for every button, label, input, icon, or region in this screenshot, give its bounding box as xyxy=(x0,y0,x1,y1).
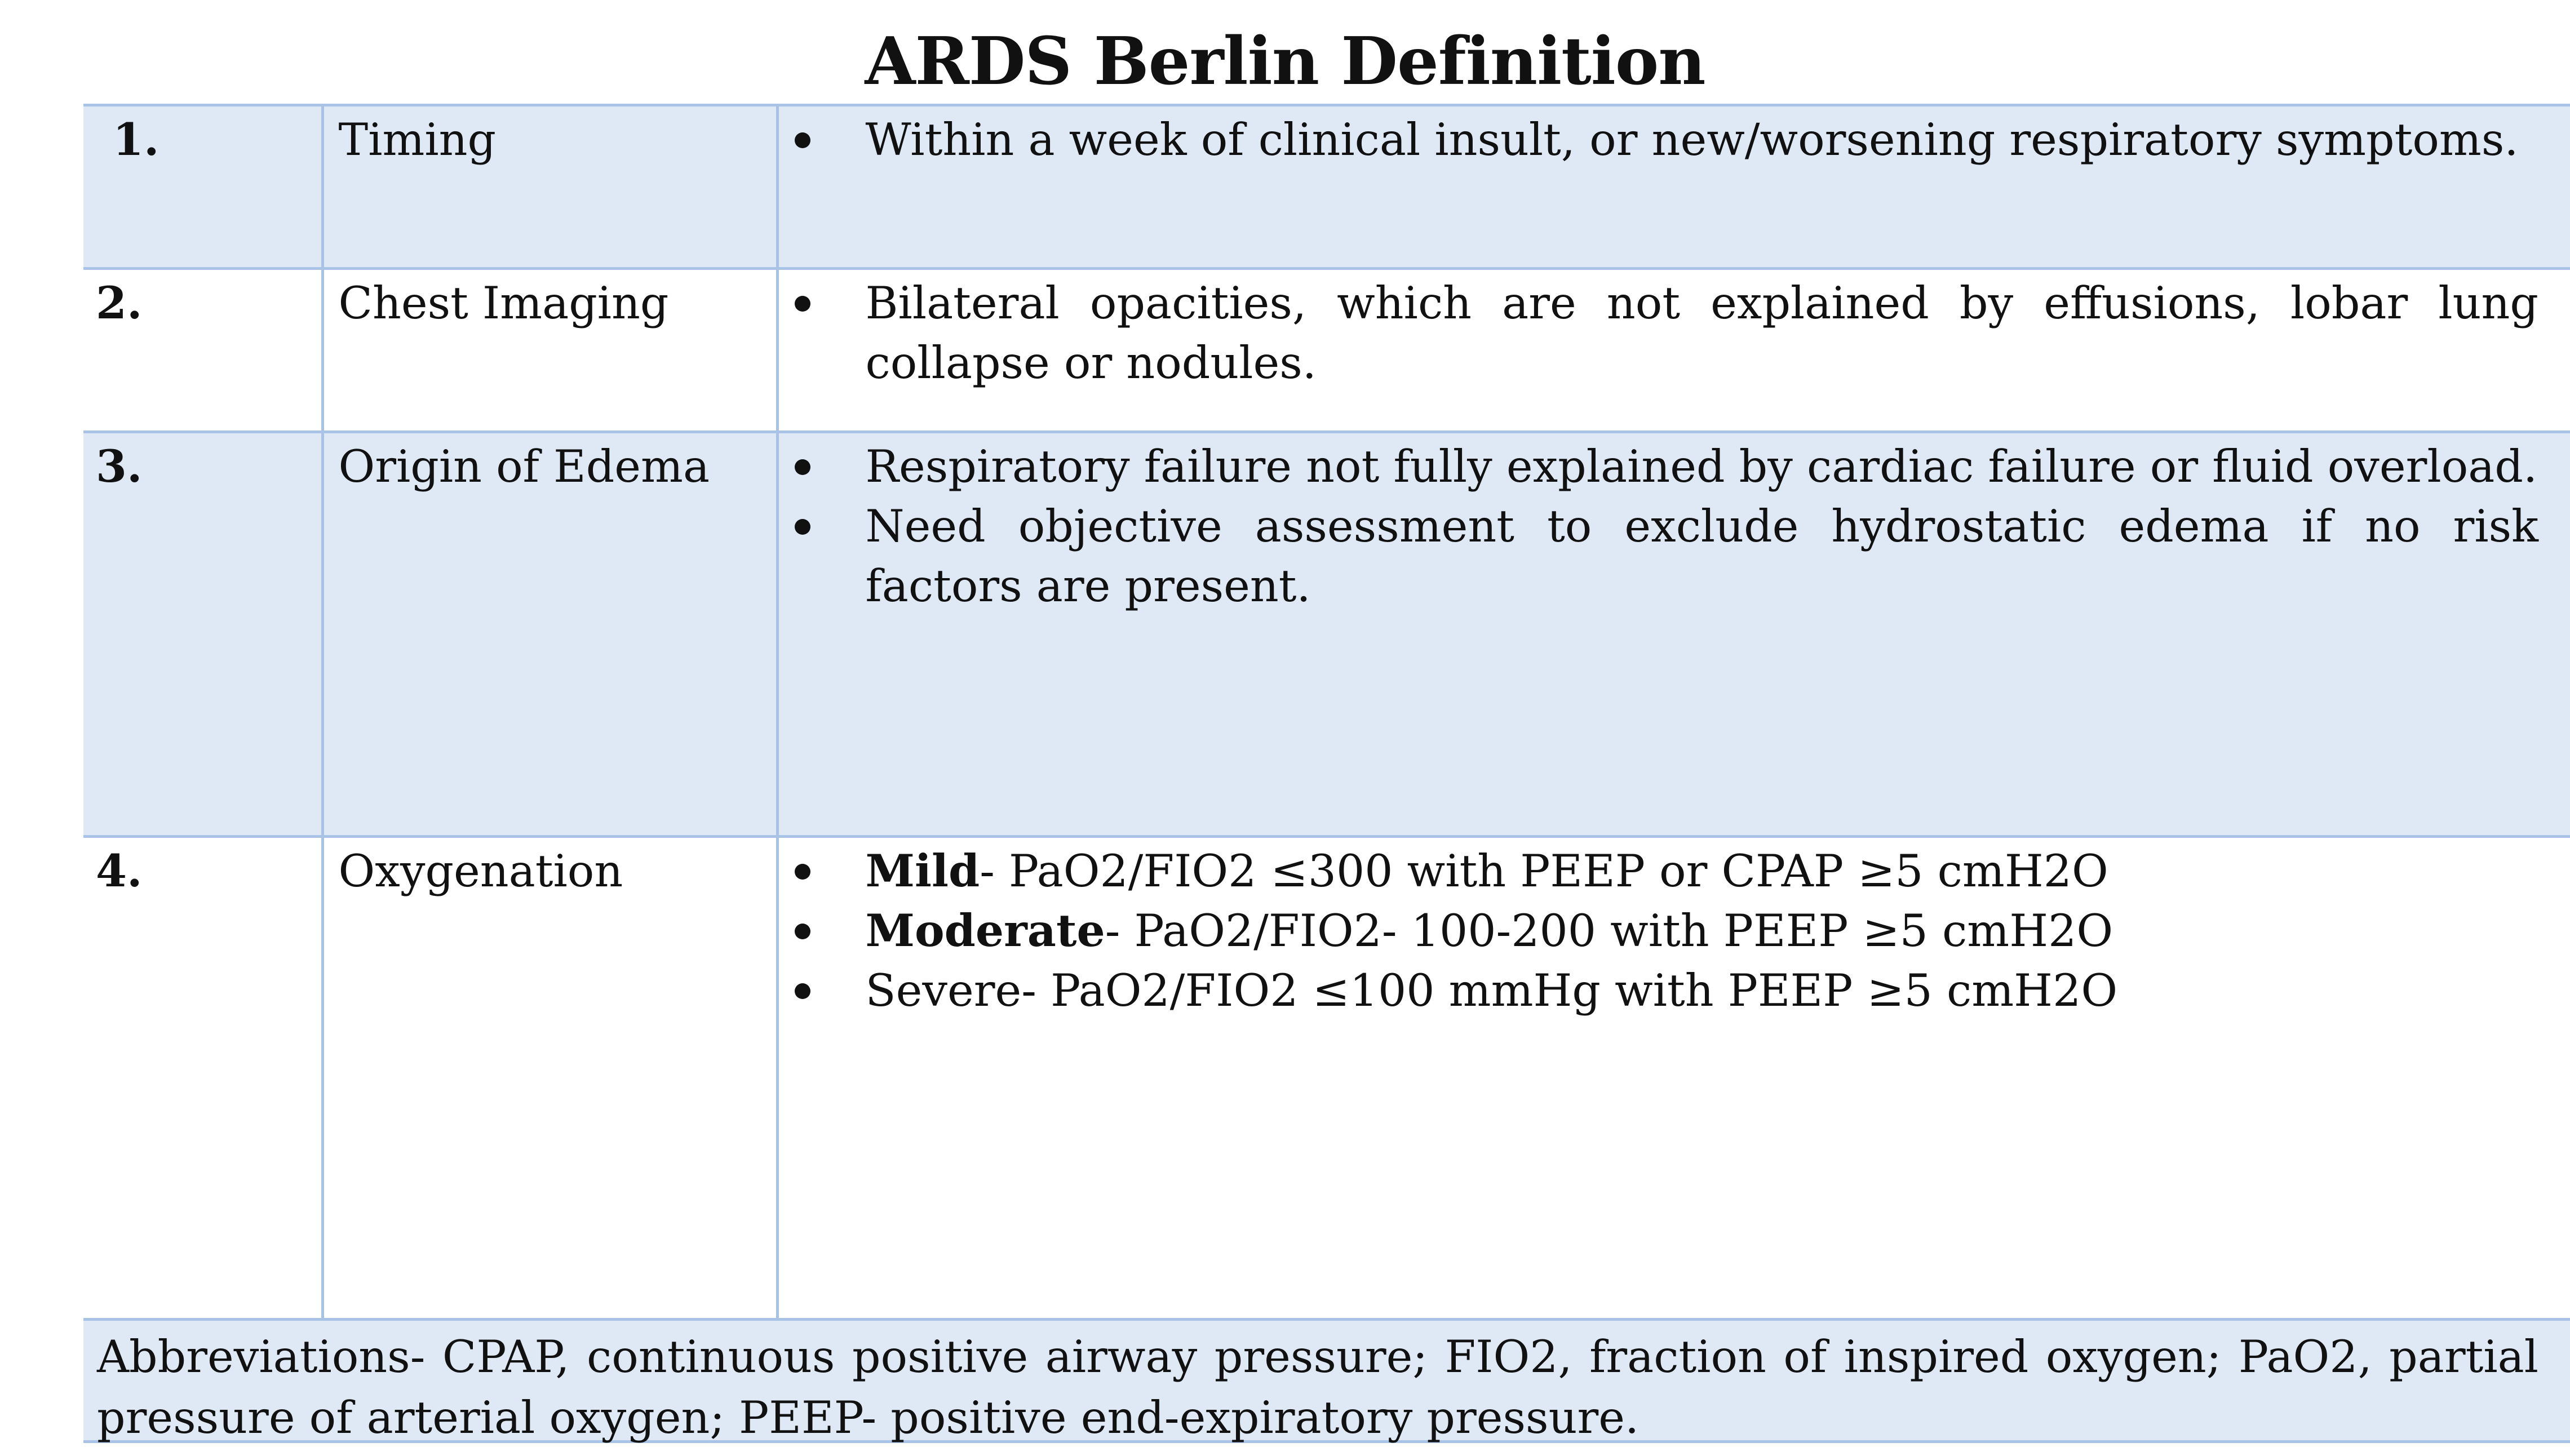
row-number: 1. xyxy=(83,105,322,269)
table-row-timing xyxy=(83,105,2570,269)
table-row-oxygenation xyxy=(83,837,2570,1322)
page-title: ARDS Berlin Definition xyxy=(865,23,1705,100)
criterion-label: Chest Imaging xyxy=(322,269,777,432)
bullet-list xyxy=(779,437,2539,616)
criteria-cell xyxy=(777,837,2570,1322)
criterion-label: Timing xyxy=(322,105,777,269)
bullet-item xyxy=(779,273,2539,393)
severity-label: Moderate xyxy=(865,904,1105,957)
bullet-item xyxy=(779,437,2539,496)
bullet-text: Bilateral opacities, which are not explained by effusions, lobar lung collapse or nodules. xyxy=(865,277,2538,389)
bullet-list xyxy=(779,273,2539,393)
bullet-item xyxy=(779,110,2539,170)
bullet-text: Need objective assessment to exclude hydrostatic edema if no risk factors are present. xyxy=(865,500,2538,612)
bullet-text: Respiratory failure not fully explained by cardiac failure or fluid overload. xyxy=(865,441,2538,492)
row-number: 3. xyxy=(83,432,322,837)
bullet-text: Within a week of clinical insult, or new/worsening respiratory symptoms. xyxy=(865,114,2519,166)
criteria-cell xyxy=(777,432,2570,837)
row-number: 2. xyxy=(83,269,322,432)
table-row-origin-of-edema xyxy=(83,432,2570,837)
definition-table xyxy=(83,104,2570,1324)
severity-label: Mild xyxy=(865,845,980,897)
row-number: 4. xyxy=(83,837,322,1322)
bullet-list xyxy=(779,110,2539,170)
bullet-list xyxy=(779,841,2539,1020)
criteria-cell xyxy=(777,105,2570,269)
bullet-item xyxy=(779,901,2539,961)
criterion-label: Oxygenation xyxy=(322,837,777,1322)
bullet-item xyxy=(779,841,2539,901)
table-row-chest-imaging xyxy=(83,269,2570,432)
bullet-item xyxy=(779,961,2539,1020)
bullet-text: - PaO2/FIO2- 100-200 with PEEP ≥5 cmH2O xyxy=(1105,905,2113,957)
bullet-text: - PaO2/FIO2 ≤300 with PEEP or CPAP ≥5 cmH2O xyxy=(980,845,2108,897)
bullet-text: Severe- PaO2/FIO2 ≤100 mmHg with PEEP ≥5 cmH2O xyxy=(865,965,2118,1016)
abbreviations-footnote: Abbreviations- CPAP, continuous positive airway pressure; FIO2, fraction of inspired oxygen; PaO2, partial pressure of arterial oxygen; PEEP- positive end-expiratory pressure. xyxy=(83,1318,2570,1443)
bullet-item xyxy=(779,496,2539,616)
criteria-cell xyxy=(777,269,2570,432)
criterion-label: Origin of Edema xyxy=(322,432,777,837)
